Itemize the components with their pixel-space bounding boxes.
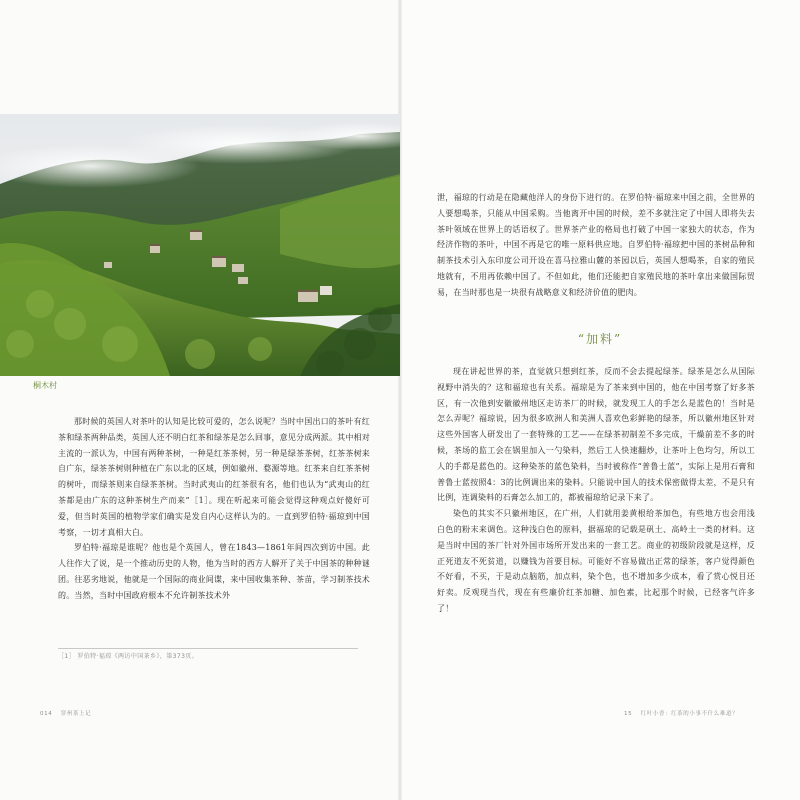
left-body-text (58, 414, 370, 604)
page-number: 15 (624, 711, 633, 717)
left-footer (40, 709, 91, 717)
right-top-text (437, 190, 755, 301)
paragraph: 罗伯特·福琼是谁呢？他也是个英国人，曾在1843—1861年间四次到访中国。此人往作大了说，是一个推动历史的人物，他为当时的西方人解开了关于中国茶的种种谜团。往恶劣地说，他就是一个国际的商业间谍，来中国收集茶种、茶苗，学习制茶技术的。当然，当时中国政府根本不允许制茶技术外 (58, 543, 370, 600)
page-number: 014 (40, 711, 53, 717)
paragraph: 染色的其实不只徽州地区，在广州，人们就用姜黄根给茶加色，有些地方也会用浅白色的粉末来调色。这种浅白色的原料，据福琼的记载是矾土、高岭土一类的材料。这是当时中国的茶厂针对外国市场所开发出来的一套工艺。商业的初级阶段就是这样，反正死道友不死贫道，以赚钱为首要目标。可能好不容易做出正常的绿茶，客户觉得颜色不好看，不买，于是动点脑筋，加点料，染个色，也不增加多少成本，看了赏心悦目还好卖。反观现当代，现在有些廉价红茶加糖、加色素，比起那个时候，已经客气许多了！ (437, 509, 755, 613)
section-title: “加料” (577, 332, 623, 346)
paragraph: 现在讲起世界的茶，直觉就只想到红茶，反而不会去提起绿茶。绿茶是怎么从国际视野中消失的？这和福琼也有关系。福琼是为了茶来到中国的，他在中国考察了好多茶区，有一次他到安徽徽州地区走访茶厂的时候，就发现工人的手怎么是蓝色的！当时是怎么弄呢？福琼说，因为很多欧洲人和美洲人喜欢色彩鲜艳的绿茶，所以徽州地区针对这些外国客人研发出了一套特殊的工艺——在绿茶初制差不多完成，干燥前差不多的时候，茶场的监工会在锅里加入一勺染料，然后工人快速翻炒，让茶叶上色均匀，所以工人的手都是蓝色的。这种染茶的蓝色染料，当时被称作“普鲁士蓝”，实际上是用石膏和普鲁士蓝按照4：3的比例调出来的染料。只能说中国人的技术保密做得太差，不是只有比例，连调染料的石膏怎么加工的，都被福琼给记录下来了。 (437, 367, 755, 503)
footnote-divider (58, 648, 358, 649)
mountain-village-photo (0, 114, 400, 376)
right-footer (624, 709, 738, 717)
paragraph: 泄，福琼的行动是在隐藏他洋人的身份下进行的。在罗伯特·福琼来中国之前，全世界的人要想喝茶，只能从中国采购。当他离开中国的时候，差不多就注定了中国人即将失去茶叶领域在世界上的话语权了。世界茶产业的格局也打破了中国一家独大的状态，作为经济作物的茶叶，中国不再是它的唯一原料供应地。自罗伯特·福琼把中国的茶树品种和制茶技术引入东印度公司开设在喜马拉雅山麓的茶园以后，英国人想喝茶，自家的殖民地就有，不用再依赖中国了。不但如此，他们还能把自家殖民地的茶叶拿出来做国际贸易，在当时那也是一块很有战略意义和经济价值的肥肉。 (437, 193, 755, 297)
right-body-text (437, 364, 755, 617)
photo-caption: 桐木村 (33, 381, 57, 390)
running-title: 红叶小香：红茶的小事不什么难道？ (640, 711, 739, 717)
paragraph: 那时候的英国人对茶叶的认知是比较可爱的，怎么说呢？当时中国出口的茶叶有红茶和绿茶两种品类，英国人还不明白红茶和绿茶是怎么回事，意见分成两派。其中相对主流的一派认为，中国有两种茶树，一种是红茶茶树，另一种是绿茶茶树，红茶茶树来自广东，绿茶茶树则种植在广东以北的区域，例如徽州、婺源等地。红茶来自红茶茶树的树叶，而绿茶则来自绿茶茶树。当时武夷山的红茶很有名，他们也认为“武夷山的红茶都是由广东的这种茶树生产而来”［1］。现在听起来可能会觉得这种观点好傻好可爱，但当时英国的植物学家们确实是发自内心这样认为的。一直到罗伯特·福琼到中国考察，一切才真相大白。 (58, 417, 370, 537)
footnote: ［1］ 罗伯特·福琼《两访中国茶乡》，第373页。 (58, 653, 199, 660)
running-title: 穿州茶上记 (60, 711, 92, 717)
